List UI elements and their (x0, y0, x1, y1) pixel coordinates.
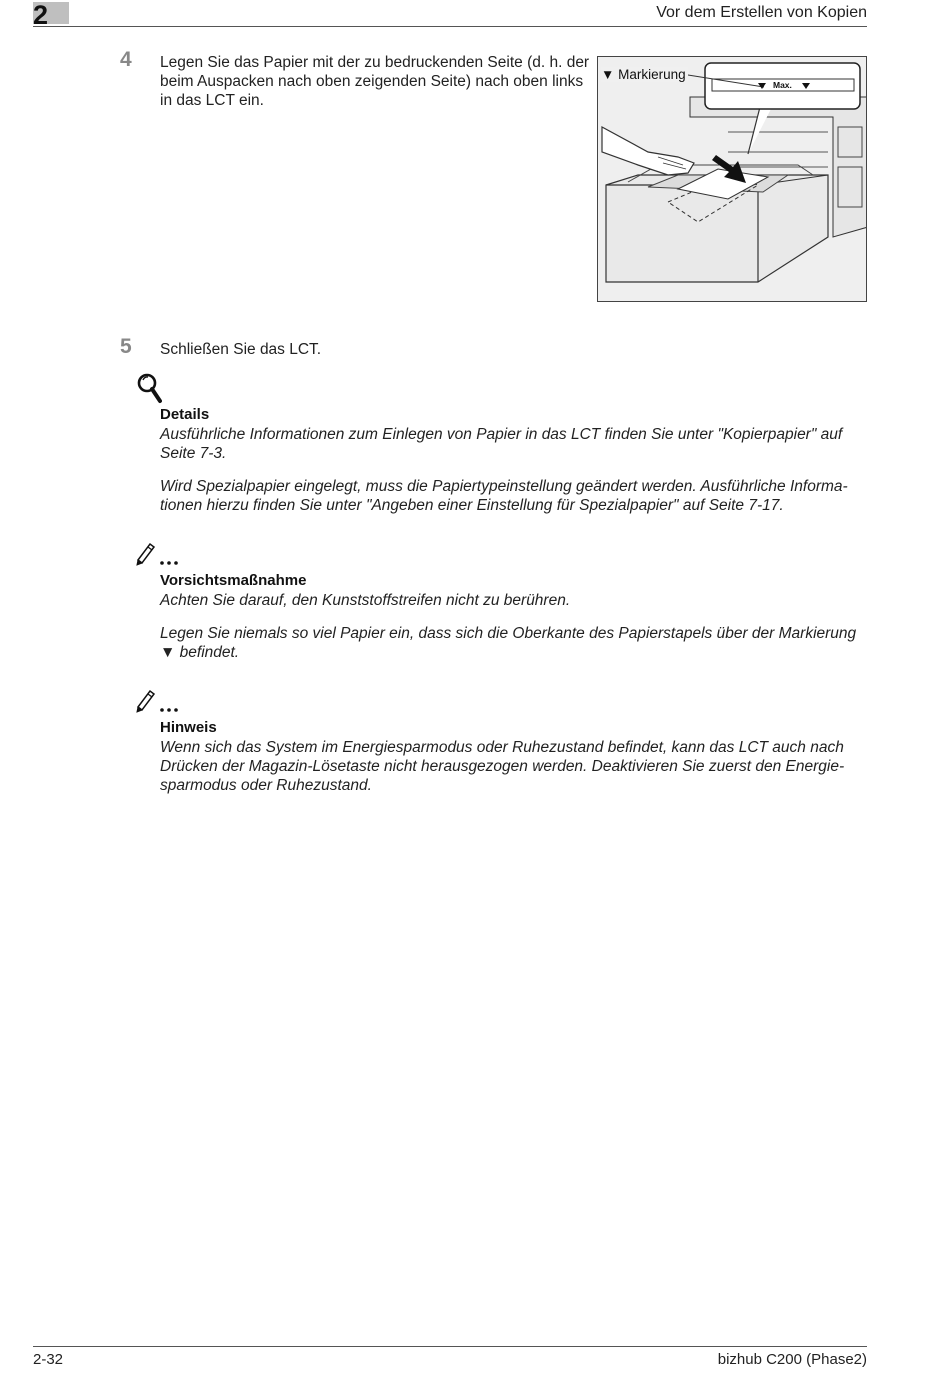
text-line: Legen Sie das Papier mit der zu bedruckenden Seite (d. h. der (160, 54, 590, 71)
step-number: 5 (120, 335, 132, 358)
pencil-note-icon (136, 687, 184, 715)
step-5-text: Schließen Sie das LCT. (160, 341, 322, 358)
text-line: Legen Sie niemals so viel Papier ein, dass sich die Oberkante des Papierstapels über der Markierung (160, 625, 857, 642)
text-line: Wenn sich das System im Energiesparmodus oder Ruhezustand befindet, kann das LCT auch nach (160, 739, 844, 756)
magnifier-icon (136, 372, 162, 404)
figure-label-markierung: ▼ Markierung (601, 67, 686, 82)
text-line: in das LCT ein. (160, 92, 264, 109)
note-paragraph (160, 477, 870, 515)
lct-paper-loading-illustration (597, 56, 867, 302)
chapter-number: 2 (33, 0, 49, 30)
footer-rule (33, 1346, 867, 1347)
text-line: beim Auspacken nach oben zeigenden Seite) nach oben links (160, 73, 584, 90)
step-number: 4 (120, 48, 132, 71)
note-heading-hinweis: Hinweis (160, 719, 217, 736)
pencil-note-icon (136, 540, 184, 568)
note-paragraph (160, 624, 870, 662)
note-heading-details: Details (160, 406, 210, 423)
step-4-text (160, 53, 590, 110)
text-line: ▼ befindet. (160, 644, 240, 661)
figure-callout-max: Max. (773, 80, 792, 90)
note-paragraph (160, 591, 870, 610)
running-header: Vor dem Erstellen von Kopien (656, 4, 867, 21)
header-rule (33, 26, 867, 27)
page-number: 2-32 (33, 1351, 64, 1368)
note-heading-vorsicht: Vorsichtsmaßnahme (160, 572, 307, 589)
text-line: sparmodus oder Ruhezustand. (160, 777, 372, 794)
text-line: Wird Spezialpapier eingelegt, muss die Papiertypeinstellung geändert werden. Ausführliche Informa- (160, 478, 848, 495)
note-paragraph (160, 738, 870, 795)
product-name: bizhub C200 (Phase2) (717, 1351, 867, 1368)
text-line: Achten Sie darauf, den Kunststoffstreifen nicht zu berühren. (160, 592, 571, 609)
lct-drawing (598, 57, 867, 302)
text-line: Ausführliche Informationen zum Einlegen von Papier in das LCT finden Sie unter "Kopierpapier" auf (160, 426, 843, 443)
text-line: Drücken der Magazin-Lösetaste nicht herausgezogen werden. Deaktivieren Sie zuerst den Energie- (160, 758, 845, 775)
text-line: Seite 7-3. (160, 445, 227, 462)
note-paragraph (160, 425, 870, 463)
text-line: tionen hierzu finden Sie unter "Angeben einer Einstellung für Spezialpapier" auf Seite 7-17. (160, 497, 784, 514)
